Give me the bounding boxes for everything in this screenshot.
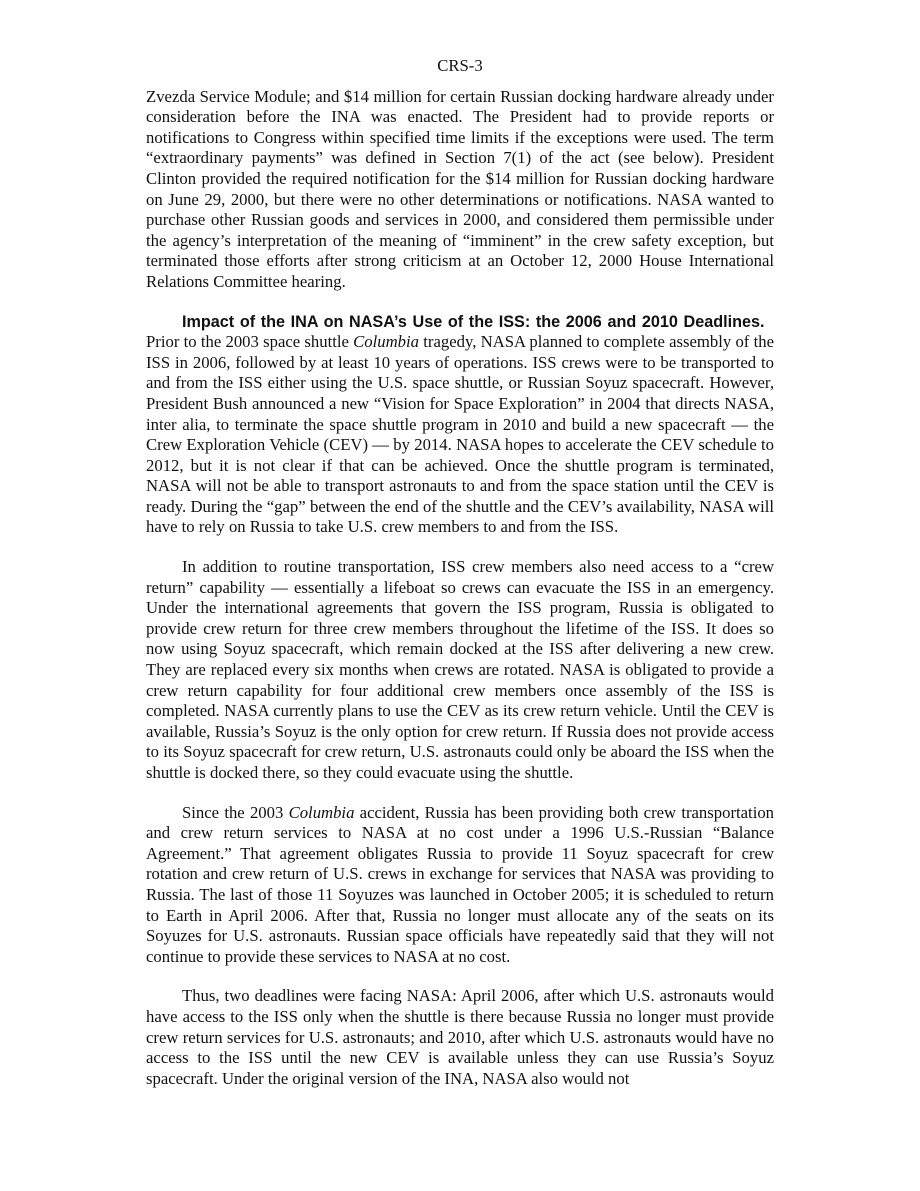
italic-shuttle-name: Columbia <box>353 332 420 352</box>
document-page <box>146 56 774 1089</box>
paragraph-ina-impact <box>146 312 774 539</box>
paragraph-two-deadlines: Thus, two deadlines were facing NASA: April 2006, after which U.S. astronauts would have access to the ISS only when the shuttle is there because Russia no longer must provide crew return services for U.S. astronauts; and 2010, after which U.S. astronauts would have no access to the ISS until the new CEV is available unless they can use Russia’s Soyuz spacecraft. Under the original version of the INA, NASA also would not <box>146 986 774 1088</box>
paragraph-gap <box>146 784 774 803</box>
paragraph-gap <box>146 293 774 312</box>
paragraph-text: tragedy, NASA planned to complete assembly of the ISS in 2006, followed by at least 10 years of operations. ISS crews were to be transported to and from the ISS either using the U.S. space shuttle, or Russian Soyuz spacecraft. However, President Bush announced a new “Vision for Space Exploration” in 2004 that directs NASA, inter alia, to terminate the space shuttle program in 2010 and build a new spacecraft — the Crew Exploration Vehicle (CEV) — by 2014. NASA hopes to accelerate the CEV schedule to 2012, but it is not clear if that can be achieved. Once the shuttle program is terminated, NASA will not be able to transport astronauts to and from the space station until the CEV is ready. During the “gap” between the end of the shuttle and the CEV’s availability, NASA will have to rely on Russia to take U.S. crew members to and from the ISS. <box>146 332 774 537</box>
paragraph-gap <box>146 538 774 557</box>
page-header: CRS-3 <box>437 56 483 75</box>
paragraph-gap <box>146 967 774 986</box>
paragraph-text: Prior to the 2003 space shuttle <box>146 332 349 352</box>
italic-shuttle-name: Columbia <box>288 802 355 822</box>
paragraph-text: accident, Russia has been providing both crew transportation and crew return services to NASA at no cost under a 1996 U.S.-Russian “Balance Agreement.” That agreement obligates Russia to provide 11 Soyuz spacecraft for crew rotation and crew return of U.S. crews in exchange for services that NASA was providing to Russia. The last of those 11 Soyuzes was launched in October 2005; it is scheduled to return to Earth in April 2006. After that, Russia no longer must allocate any of the seats on its Soyuzes for U.S. astronauts. Russian space officials have repeatedly said that they will not continue to provide these services to NASA at no cost. <box>146 802 775 966</box>
paragraph-balance-agreement <box>146 803 774 968</box>
paragraph-crew-return: In addition to routine transportation, ISS crew members also need access to a “crew return” capability — essentially a lifeboat so crews can evacuate the ISS in an emergency. Under the international agreements that govern the ISS program, Russia is obligated to provide crew return for three crew members throughout the lifetime of the ISS. It does so now using Soyuz spacecraft, which remain docked at the ISS after delivering a new crew. They are replaced every six months when crews are rotated. NASA is obligated to provide a crew return capability for four additional crew members once assembly of the ISS is completed. NASA currently plans to use the CEV as its crew return vehicle. Until the CEV is available, Russia’s Soyuz is the only option for crew return. If Russia does not provide access to its Soyuz spacecraft for crew return, U.S. astronauts could only be aboard the ISS when the shuttle is docked there, so they could evacuate using the shuttle. <box>146 557 774 782</box>
paragraph-text: Since the 2003 <box>182 802 284 822</box>
section-heading: Impact of the INA on NASA’s Use of the ISS: the 2006 and 2010 Deadlines. <box>182 312 765 331</box>
paragraph-zvezda-exceptions: Zvezda Service Module; and $14 million for certain Russian docking hardware already under consideration before the INA was enacted. The President had to provide reports or notifications to Congress within specified time limits if the exceptions were used. The term “extraordinary payments” was defined in Section 7(1) of the act (see below). President Clinton provided the required notification for the $14 million for Russian docking hardware on June 29, 2000, but there were no other determinations or notifications. NASA wanted to purchase other Russian goods and services in 2000, and considered them permissible under the agency’s interpretation of the meaning of “imminent” in the crew safety exception, but terminated those efforts after strong criticism at an October 12, 2000 House International Relations Committee hearing. <box>146 86 774 291</box>
